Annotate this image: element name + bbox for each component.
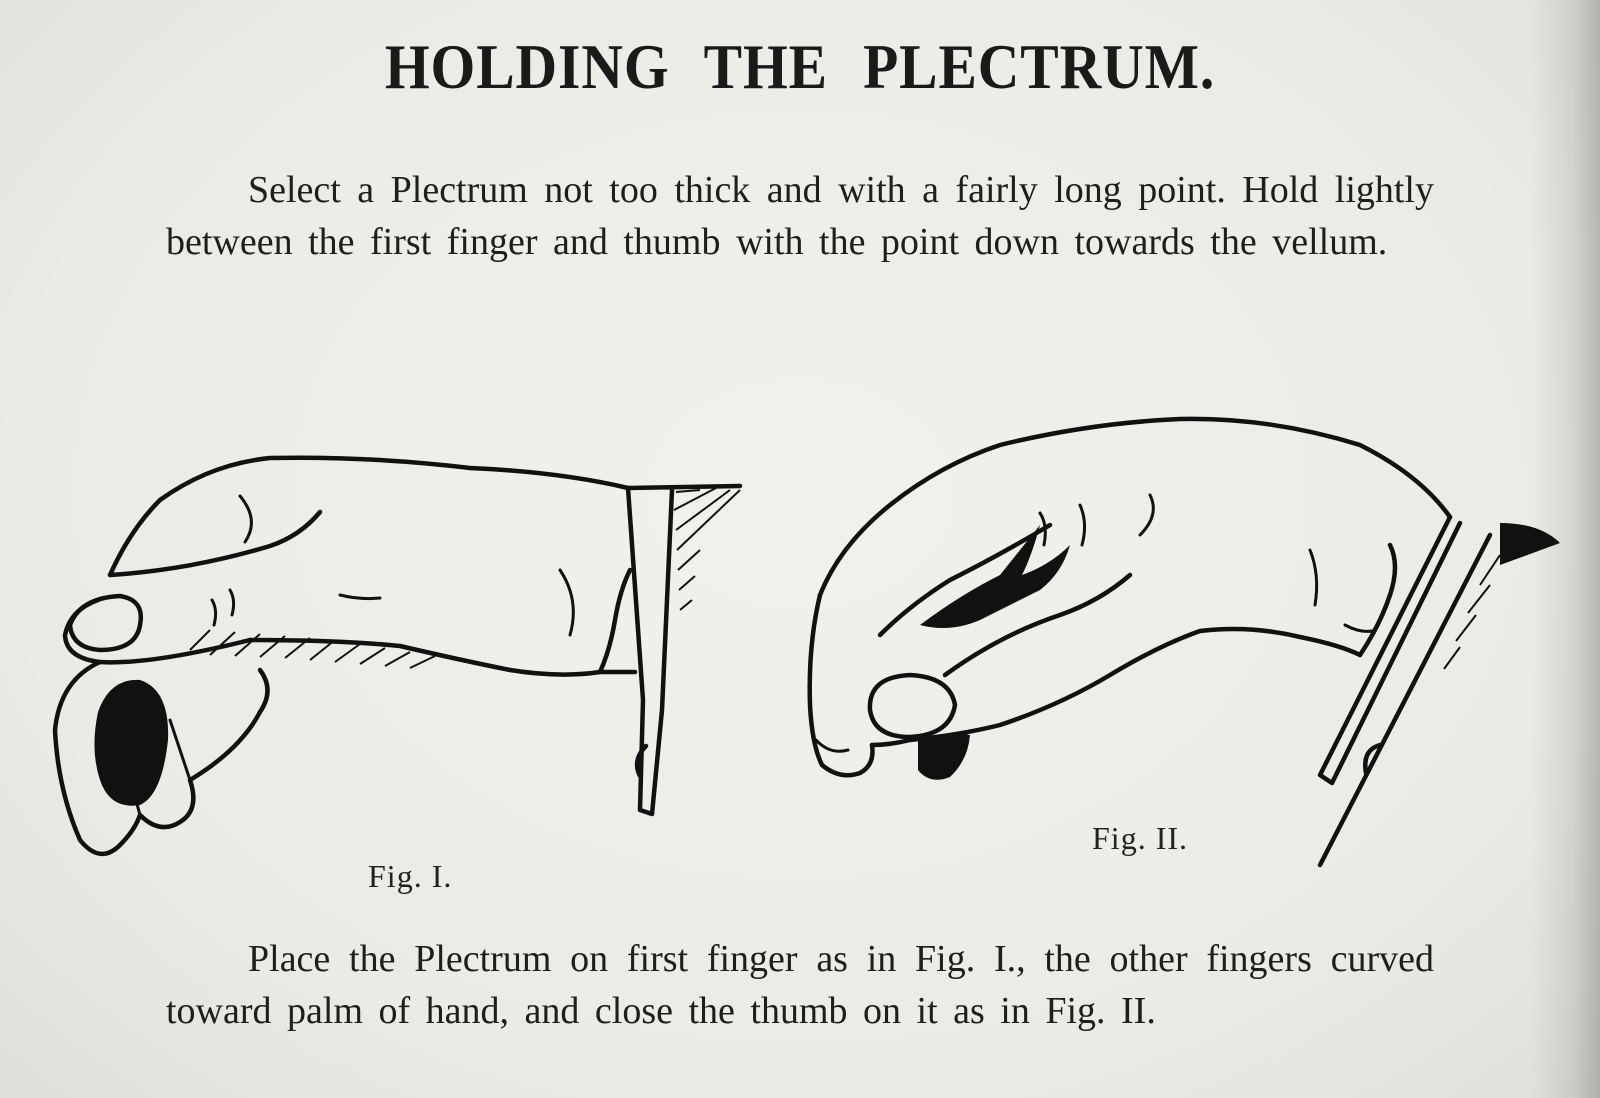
fig1-hand-top-outline <box>110 458 628 575</box>
fig2-fingertip <box>816 740 848 751</box>
fig2-hand-top-outline <box>820 419 1450 595</box>
fig2-caption: Fig. II. <box>1092 820 1188 856</box>
fig2-cuff-shadow <box>1500 523 1560 565</box>
fig1-palm-shading <box>190 630 435 668</box>
fig1-thumbnail <box>70 596 141 650</box>
fig2-hand-shadow <box>920 525 1070 628</box>
fig1-caption: Fig. I. <box>368 858 453 894</box>
fig2-thumbnail <box>870 675 955 737</box>
fig1-cuff-shading <box>674 488 740 610</box>
fig2-cuff-outline <box>1320 517 1490 865</box>
closing-paragraph-text: Place the Plectrum on first finger as in Fig. I., the other fingers curved toward palm of hand, and close the thumb on it as in Fig. II. <box>166 938 1434 1032</box>
fig1-palm-outline <box>250 640 635 675</box>
page-title: HOLDING THE PLECTRUM. <box>384 31 1216 102</box>
fig1-plectrum <box>94 680 168 806</box>
fig1-cuff-outline <box>628 486 740 814</box>
closing-paragraph <box>166 933 1434 1037</box>
fig1-wrinkle-lines <box>340 570 573 635</box>
fig1-wrist-bottom <box>600 570 630 672</box>
intro-paragraph <box>166 164 1434 268</box>
fig2-wrist-crease <box>1310 550 1372 631</box>
fig2-index-finger <box>810 595 873 775</box>
fig2-knuckle-lines <box>1040 495 1153 545</box>
fig1-hand-illustration <box>40 450 760 880</box>
fig2-hand-illustration <box>800 405 1590 875</box>
fig2-plectrum <box>918 733 970 779</box>
intro-paragraph-text: Select a Plectrum not too thick and with a fairly long point. Hold lightly between the first finger and thumb with the point down towards the vellum. <box>166 169 1434 263</box>
